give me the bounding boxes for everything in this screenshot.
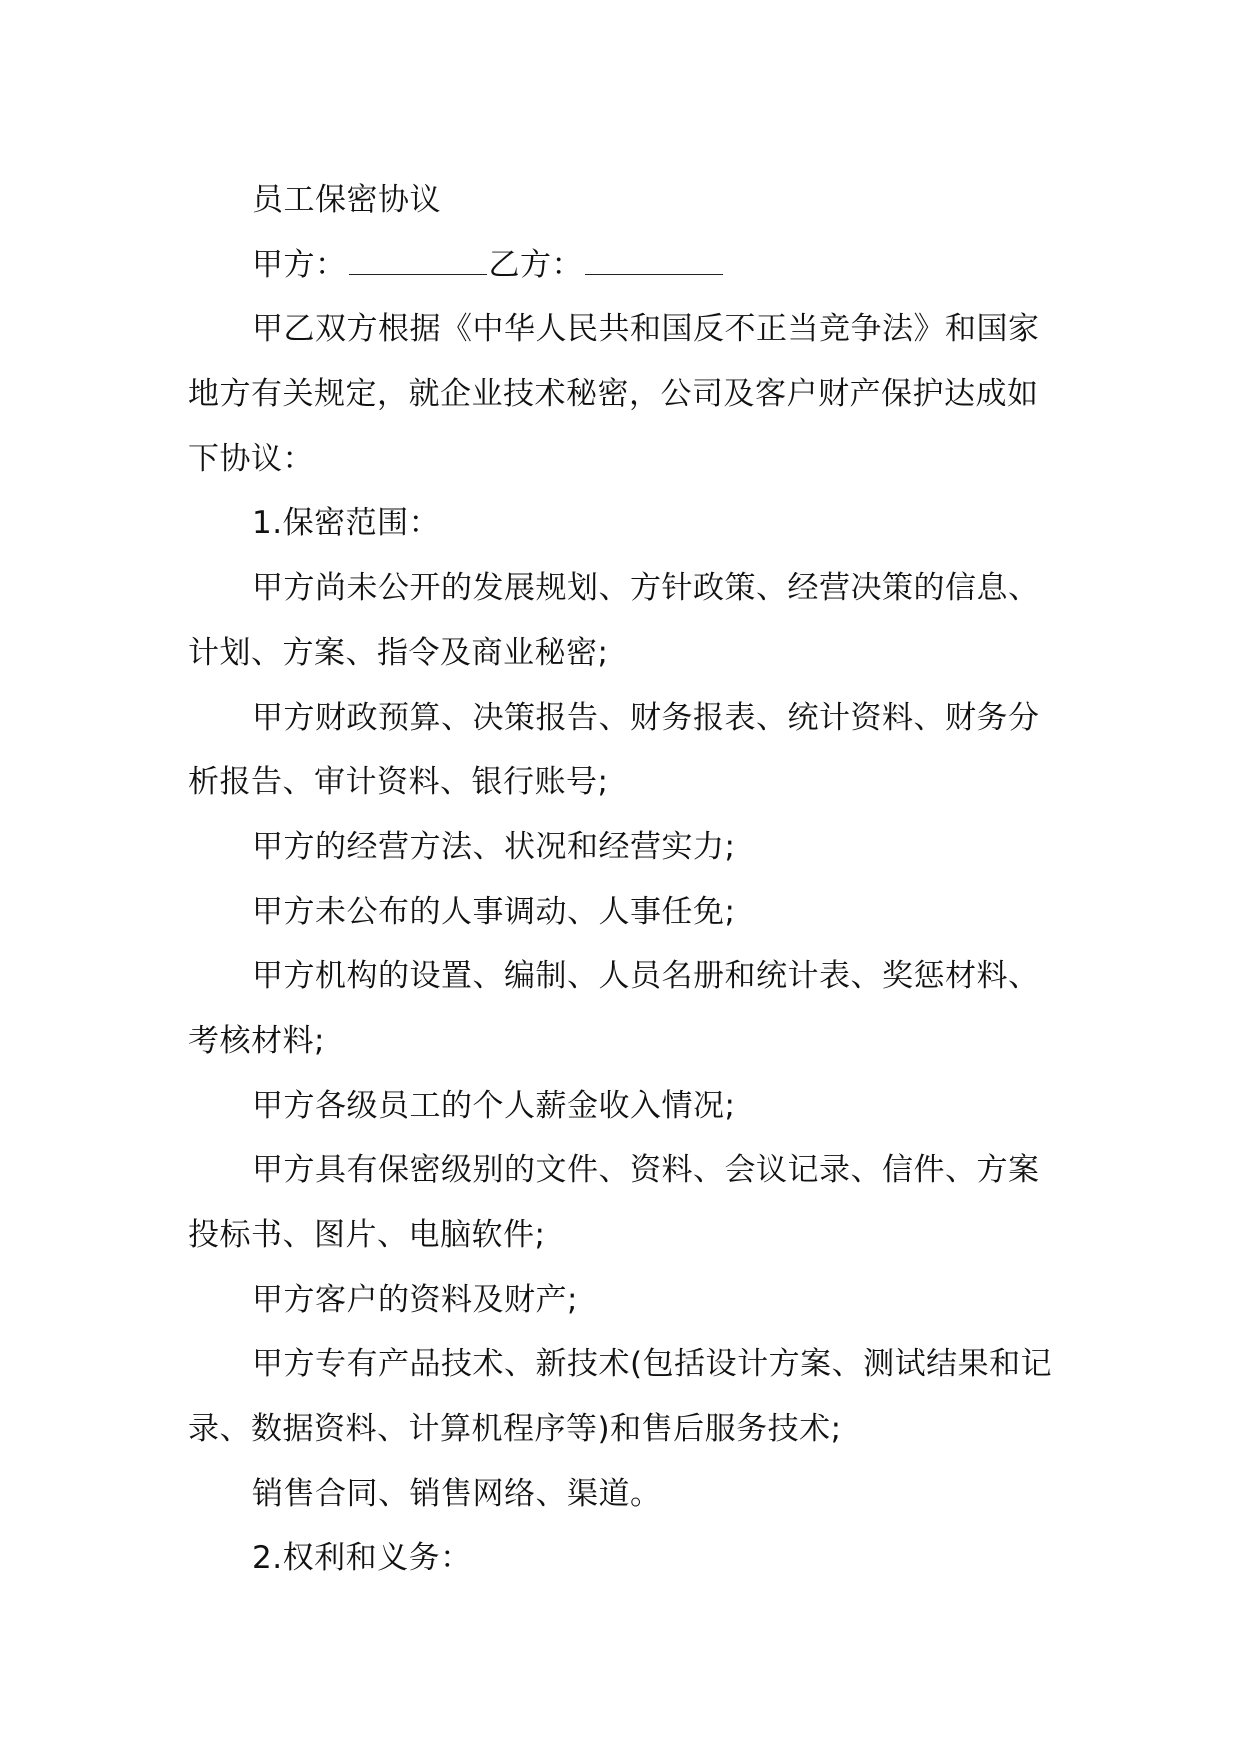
scope-item-line: 甲方客户的资料及财产; — [252, 1281, 578, 1318]
section-heading: 2.权利和义务： — [252, 1540, 472, 1577]
document-title: 员工保密协议 — [252, 182, 441, 218]
scope-item-line: 计划、方案、指令及商业秘密; — [188, 634, 609, 671]
intro-line: 甲乙双方根据《中华人民共和国反不正当竞争法》和国家 — [252, 311, 1040, 348]
section-heading: 1.保密范围： — [252, 505, 441, 542]
party-a-blank[interactable] — [349, 248, 487, 275]
party-line — [188, 233, 1058, 298]
scope-item-line: 甲方的经营方法、状况和经营实力; — [252, 828, 736, 865]
scope-item-line: 甲方专有产品技术、新技术(包括设计方案、测试结果和记 — [252, 1346, 1053, 1383]
scope-item-line: 甲方具有保密级别的文件、资料、会议记录、信件、方案 — [252, 1152, 1040, 1189]
scope-item-line: 甲方各级员工的个人薪金收入情况; — [252, 1087, 736, 1124]
scope-item-line: 甲方尚未公开的发展规划、方针政策、经营决策的信息、 — [252, 570, 1040, 607]
scope-item-line: 考核材料; — [188, 1022, 325, 1059]
intro-line: 地方有关规定，就企业技术秘密，公司及客户财产保护达成如 — [188, 376, 1039, 413]
scope-item-line: 录、数据资料、计算机程序等)和售后服务技术; — [188, 1411, 842, 1448]
intro-line: 下协议： — [188, 440, 314, 477]
scope-item-line: 甲方未公布的人事调动、人事任免; — [252, 893, 736, 930]
scope-item-line: 甲方财政预算、决策报告、财务报表、统计资料、财务分 — [252, 699, 1040, 736]
scope-item-line: 投标书、图片、电脑软件; — [188, 1217, 546, 1253]
scope-item-line: 销售合同、销售网络、渠道。 — [252, 1475, 662, 1512]
scope-item-line: 甲方机构的设置、编制、人员名册和统计表、奖惩材料、 — [252, 958, 1040, 995]
document-body — [188, 168, 1058, 1591]
scope-item-line: 析报告、审计资料、银行账号; — [188, 764, 609, 801]
party-a-label: 甲方： — [252, 246, 347, 283]
party-b-blank[interactable] — [585, 248, 723, 275]
party-b-label: 乙方： — [488, 246, 583, 283]
